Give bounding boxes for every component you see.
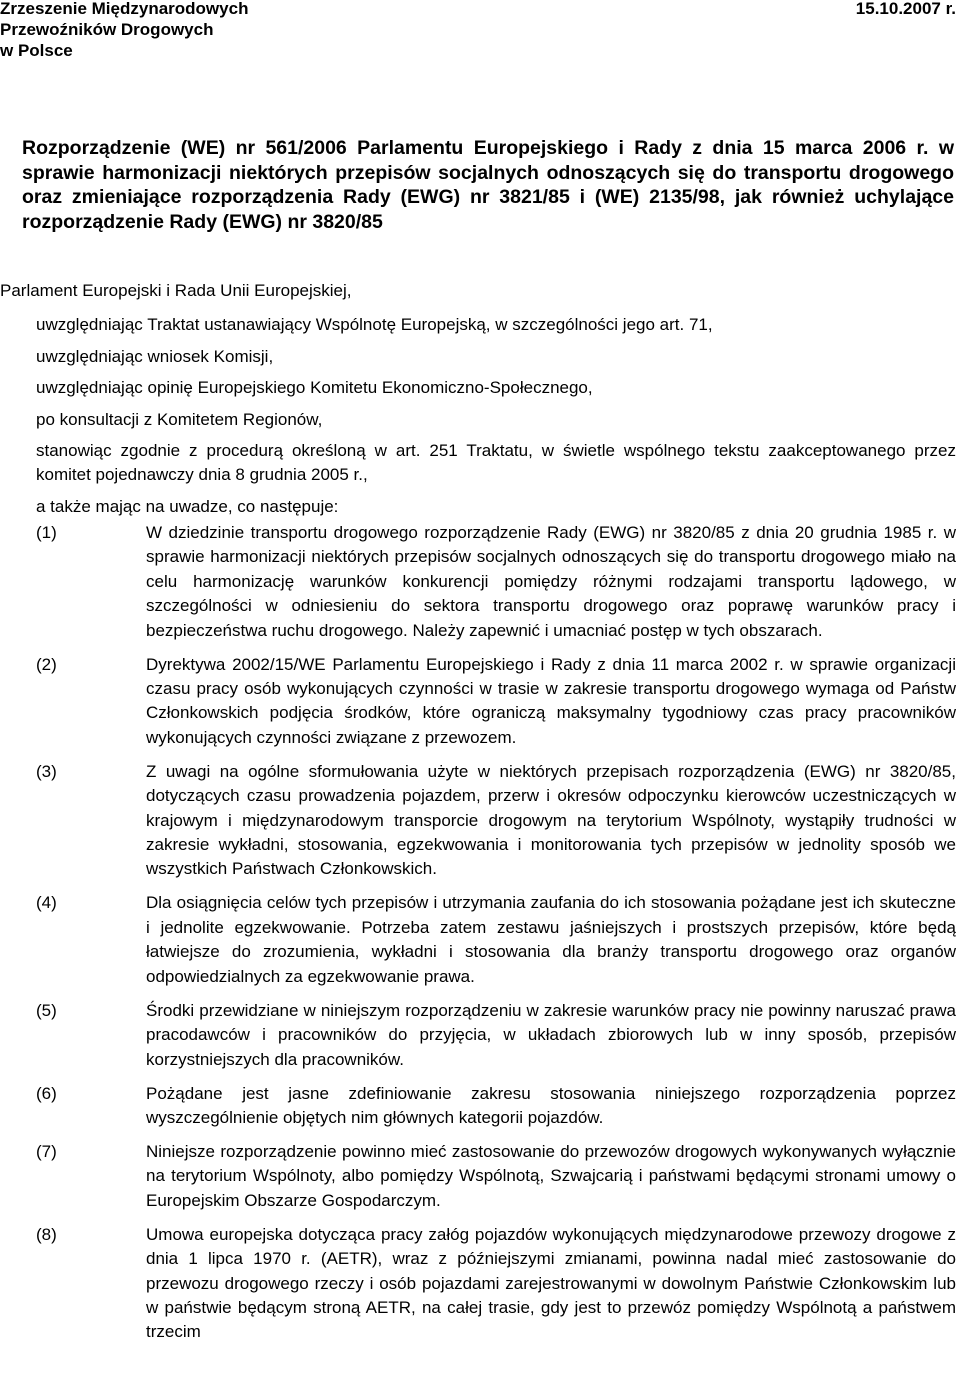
- recital-item: [36, 1140, 956, 1213]
- recital-number: (4): [36, 893, 57, 913]
- recital-item: [36, 1082, 956, 1131]
- preamble-clause: uwzględniając wniosek Komisji,: [36, 346, 274, 366]
- organization-line: Przewoźników Drogowych: [0, 20, 214, 39]
- preamble-clause: uwzględniając opinię Europejskiego Komitetu Ekonomiczno-Społecznego,: [36, 378, 593, 397]
- recital-number: (8): [36, 1224, 57, 1244]
- document-title: Rozporządzenie (WE) nr 561/2006 Parlamentu Europejskiego i Rady z dnia 15 marca 2006 r. w sprawie harmonizacji niektórych przepisów socjalnych odnoszących się do transportu drogowego oraz zmieniające rozporządzenia Rady (EWG) nr 3821/85 i (WE) 2135/98, jak również uchylające rozporządzenie Rady (EWG) nr 3820/85: [22, 137, 954, 233]
- recital-number: (5): [36, 1000, 57, 1020]
- recital-text: Niniejsze rozporządzenie powinno mieć zastosowanie do przewozów drogowych wykonywanych wyłącznie na terytorium Wspólnoty, albo pomiędzy Wspólnotą, Szwajcarią i państwami będącymi stronami umowy o Europejskim Obszarze Gospodarczym.: [146, 1141, 956, 1210]
- recital-item: [36, 1223, 956, 1345]
- preamble-clause: po konsultacji z Komitetem Regionów,: [36, 409, 323, 429]
- organization-line: Zrzeszenie Międzynarodowych: [0, 0, 249, 18]
- recital-item: [36, 891, 956, 989]
- preamble-clause: a także mając na uwadze, co następuje:: [36, 496, 339, 516]
- recital-number: (2): [36, 654, 57, 674]
- recital-item: [36, 760, 956, 882]
- recital-text: Umowa europejska dotycząca pracy załóg pojazdów wykonujących międzynarodowe przewozy drogowe z dnia 1 lipca 1970 r. (AETR), wraz z późniejszymi zmianami, powinna nadal mieć zastosowanie do przewozu drogowego rzeczy i osób pojazdami zarejestrowanymi w dowolnym Państwie Członkowskim lub w państwie będącym stroną AETR, na całej trasie, gdy jest to przewóz pomiędzy Wspólnotą a państwem trzecim: [146, 1224, 956, 1342]
- recital-number: (1): [36, 523, 57, 542]
- recital-text: Z uwagi na ogólne sformułowania użyte w niektórych przepisach rozporządzenia (EWG) nr 3820/85, dotyczących czasu prowadzenia pojazdem, przerw i okresów odpoczynku kierowców uczestniczących w krajowym i międzynarodowym transporcie drogowym na terytorium Wspólnoty, wystąpiły trudności w zakresie wykładni, stosowania, egzekwowania i monitorowania tych przepisów w jednolity sposób we wszystkich Państwach Członkowskich.: [146, 761, 956, 879]
- preamble-clause: stanowiąc zgodnie z procedurą określoną w art. 251 Traktatu, w świetle wspólnego tekstu zaakceptowanego przez komitet pojednawczy dnia 8 grudnia 2005 r.,: [36, 441, 956, 484]
- organization-line: w Polsce: [0, 41, 73, 60]
- recital-item: [36, 999, 956, 1072]
- recital-number: (6): [36, 1083, 57, 1103]
- recital-item: [36, 521, 956, 643]
- recital-text: Dla osiągnięcia celów tych przepisów i utrzymania zaufania do ich stosowania pożądane jest ich skuteczne i jednolite egzekwowanie. Potrzeba zatem zestawu jaśniejszych i prostszych przepisów, które będą łatwiejsze do zrozumienia, wykładni i stosowania dla branży transportu drogowego oraz organów odpowiedzialnych za egzekwowanie prawa.: [146, 893, 956, 986]
- organization-name: [0, 0, 248, 61]
- recital-number: (3): [36, 761, 57, 781]
- recital-text: Pożądane jest jasne zdefiniowanie zakresu stosowania niniejszego rozporządzenia poprzez wyszczególnienie objętych nim głównych kategorii pojazdów.: [146, 1083, 956, 1127]
- preamble-clause: uwzględniając Traktat ustanawiający Wspólnotę Europejską, w szczególności jego art. 71,: [36, 315, 713, 334]
- recital-number: (7): [36, 1141, 57, 1161]
- preamble: [36, 313, 956, 526]
- recital-text: Środki przewidziane w niniejszym rozporządzeniu w zakresie warunków pracy nie powinny naruszać prawa pracodawców i pracowników do przyjęcia, w układach zbiorowych lub w inny sposób, przepisów korzystniejszych dla pracowników.: [146, 1000, 956, 1069]
- document-date: 15.10.2007 r.: [855, 0, 956, 18]
- recitals-list: [36, 521, 956, 1354]
- preamble-opening: Parlament Europejski i Rada Unii Europejskiej,: [0, 281, 352, 300]
- recital-text: Dyrektywa 2002/15/WE Parlamentu Europejskiego i Rady z dnia 11 marca 2002 r. w sprawie organizacji czasu pracy osób wykonujących czynności w trasie w zakresie transportu drogowego wymaga od Państw Członkowskich podjęcia środków, które ograniczą maksymalny tygodniowy czas pracy pracowników wykonujących czynności związane z przewozem.: [146, 654, 956, 747]
- recital-text: W dziedzinie transportu drogowego rozporządzenie Rady (EWG) nr 3820/85 z dnia 20 grudnia 1985 r. w sprawie harmonizacji niektórych przepisów socjalnych odnoszących się do transportu drogowego miało na celu harmonizację warunków konkurencji pomiędzy różnymi rodzajami transportu lądowego, w szczególności w odniesieniu do sektora transportu drogowego oraz poprawę warunków pracy i bezpieczeństwa ruchu drogowego. Należy zapewnić i umacniać postęp w tych obszarach.: [146, 523, 956, 640]
- recital-item: [36, 653, 956, 751]
